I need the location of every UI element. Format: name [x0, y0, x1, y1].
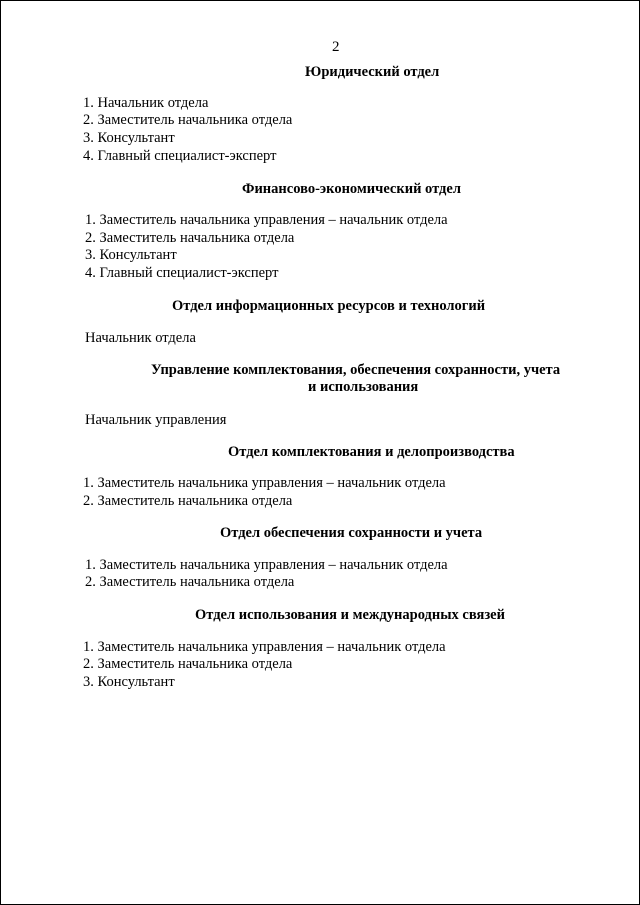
list-item: 1. Заместитель начальника управления – начальник отдела — [83, 475, 446, 491]
list-item: 3. Консультант — [85, 247, 177, 263]
list-item: Начальник управления — [85, 412, 227, 428]
list-item: 1. Заместитель начальника управления – начальник отдела — [83, 639, 446, 655]
list-item: 3. Консультант — [83, 130, 175, 146]
list-item: 2. Заместитель начальника отдела — [83, 656, 293, 672]
list-item: 2. Заместитель начальника отдела — [85, 574, 295, 590]
list-item: 1. Заместитель начальника управления – начальник отдела — [85, 557, 448, 573]
section-heading-finance: Финансово-экономический отдел — [242, 181, 461, 197]
list-item: Начальник отдела — [85, 330, 196, 346]
section-heading-it: Отдел информационных ресурсов и технологий — [172, 298, 486, 314]
list-item: 4. Главный специалист-эксперт — [85, 265, 279, 281]
list-item: 2. Заместитель начальника отдела — [83, 112, 293, 128]
section-heading-preservation: Отдел обеспечения сохранности и учета — [220, 525, 483, 541]
section-heading-management-line2: и использования — [308, 379, 419, 395]
section-heading-legal: Юридический отдел — [305, 64, 440, 80]
page-number: 2 — [332, 39, 340, 55]
list-item: 2. Заместитель начальника отдела — [85, 230, 295, 246]
section-heading-usage: Отдел использования и международных связей — [195, 607, 505, 623]
list-item: 1. Заместитель начальника управления – начальник отдела — [85, 212, 448, 228]
list-item: 4. Главный специалист-эксперт — [83, 148, 277, 164]
list-item: 2. Заместитель начальника отдела — [83, 493, 293, 509]
list-item: 3. Консультант — [83, 674, 175, 690]
list-item: 1. Начальник отдела — [83, 95, 209, 111]
section-heading-management-line1: Управление комплектования, обеспечения сохранности, учета — [151, 362, 561, 378]
section-heading-acquisition: Отдел комплектования и делопроизводства — [228, 444, 515, 460]
